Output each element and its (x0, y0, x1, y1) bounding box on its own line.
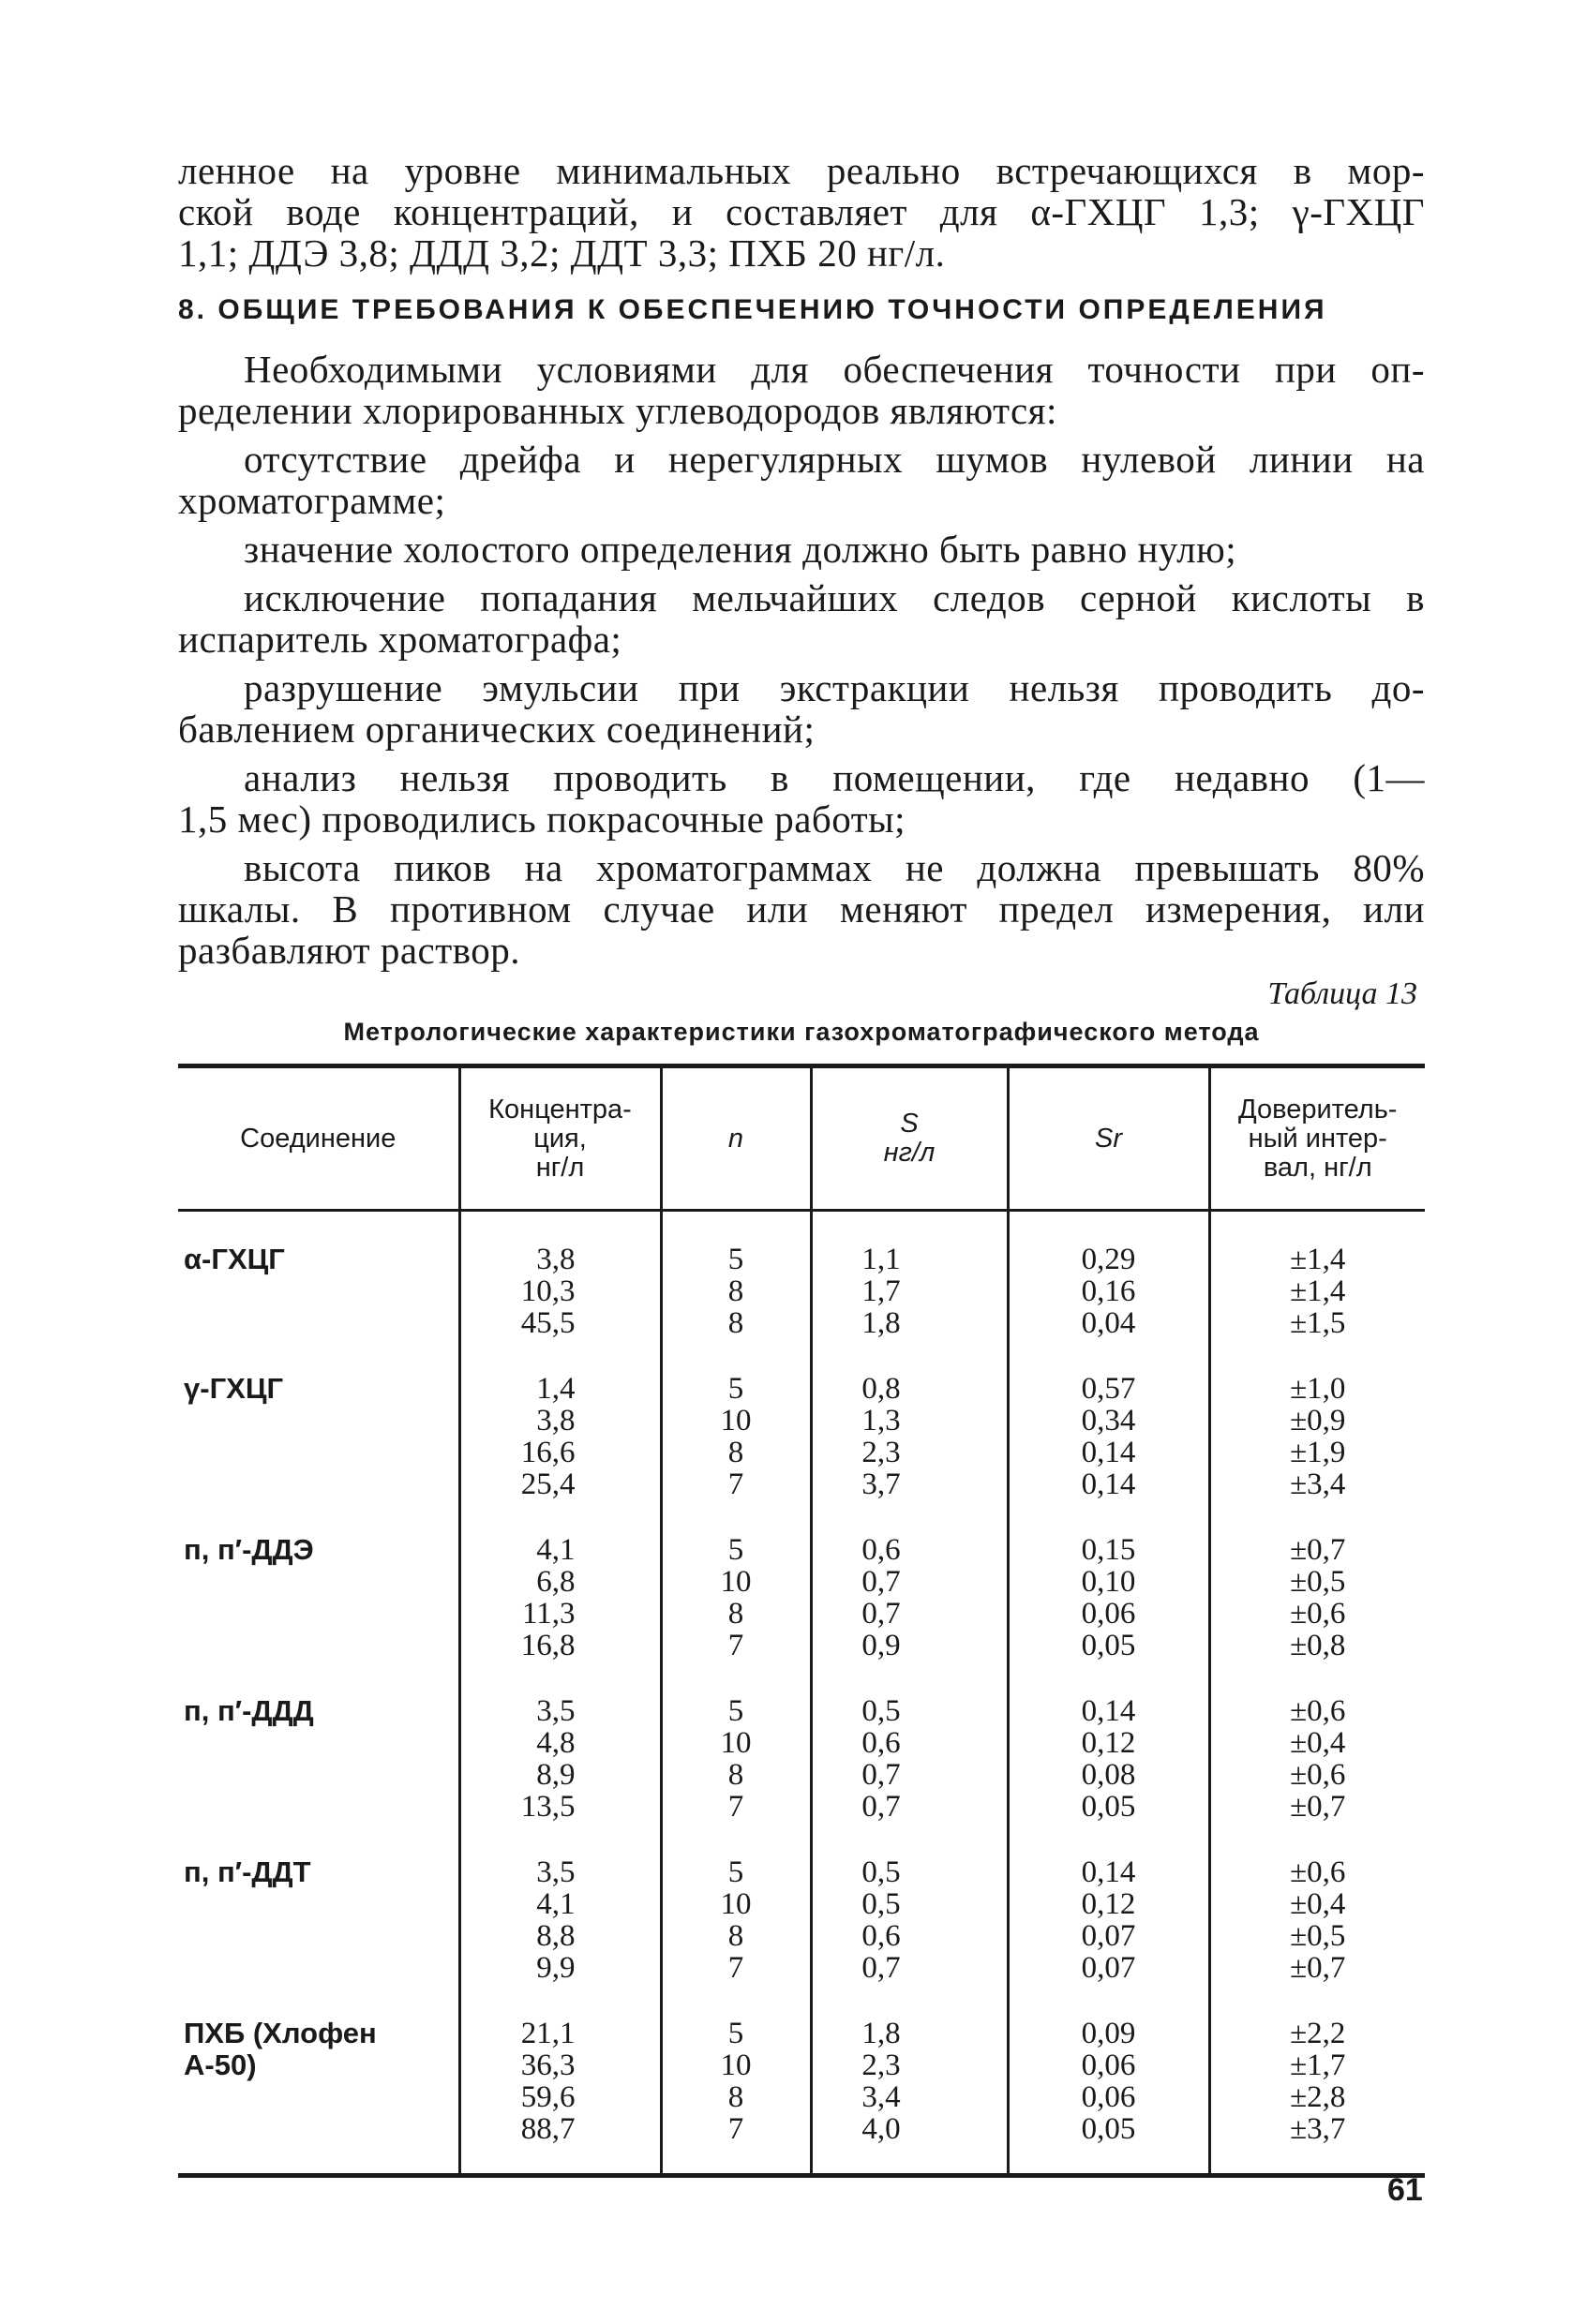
n-cell (661, 1836, 811, 1997)
cell-value: ±3,7 (1290, 2112, 1346, 2146)
text-line: разрушение эмульсии при экстракции нельзя проводить до- (244, 666, 1425, 709)
paragraph-condition-blank (178, 529, 1425, 570)
cell-value: 0,15 (1081, 1533, 1136, 1567)
table-row (178, 1211, 1425, 1353)
cell-value: 10 (720, 1887, 752, 1921)
s-cell (811, 1836, 1008, 1997)
compound-name: α-ГХЦГ (184, 1243, 285, 1275)
cell-value: 10 (720, 2048, 752, 2082)
cell-value: 8 (727, 1597, 744, 1631)
paragraph-condition-acid (178, 577, 1425, 660)
cell-value: 4,0 (861, 2112, 901, 2146)
text-line: разбавляют раствор. (178, 929, 520, 972)
confidence-interval-cell (1209, 1675, 1425, 1836)
confidence-interval-cell (1209, 1836, 1425, 1997)
concentration-cell (459, 1513, 661, 1675)
cell-value: 0,06 (1081, 2048, 1136, 2082)
cell-value: 2,3 (861, 1436, 901, 1469)
cell-value: 5 (727, 1855, 744, 1889)
text-line: отсутствие дрейфа и нерегулярных шумов нулевой линии на (244, 438, 1425, 481)
cell-value: 0,6 (861, 1533, 901, 1567)
cell-value: 7 (727, 1467, 744, 1501)
cell-value: 8,9 (536, 1758, 576, 1792)
cell-value: 0,06 (1081, 2080, 1136, 2114)
table-label: Таблица 13 (1267, 976, 1417, 1011)
cell-value: 59,6 (520, 2080, 576, 2114)
cell-value: ±1,9 (1290, 1436, 1346, 1469)
cell-value: 0,7 (861, 1758, 901, 1792)
compound-name: п, п′-ДДЭ (184, 1533, 314, 1566)
cell-value: ±0,4 (1290, 1887, 1346, 1921)
cell-value: 7 (727, 1790, 744, 1824)
text-line: 1,5 мес) проводились покрасочные работы; (178, 797, 906, 841)
cell-value: 8 (727, 1919, 744, 1953)
table-row (178, 1513, 1425, 1675)
confidence-interval-cell (1209, 1513, 1425, 1675)
metrology-table (178, 1064, 1425, 2178)
cell-value: 0,5 (861, 1694, 901, 1728)
compound-name: п, п′-ДДД (184, 1694, 314, 1727)
cell-value: 0,7 (861, 1951, 901, 1985)
cell-value: 45,5 (520, 1306, 576, 1340)
document-page (178, 150, 1425, 2178)
cell-value: ±0,4 (1290, 1726, 1346, 1760)
text-line: исключение попадания мельчайших следов серной кислоты в (244, 576, 1425, 619)
cell-value: ±0,5 (1290, 1565, 1346, 1599)
cell-value: 0,7 (861, 1790, 901, 1824)
sr-cell (1008, 1836, 1209, 1997)
text-line: шкалы. В противном случае или меняют предел измерения, или (178, 887, 1425, 931)
cell-value: ±1,0 (1290, 1372, 1346, 1406)
cell-value: 0,10 (1081, 1565, 1136, 1599)
cell-value: 8 (727, 1274, 744, 1308)
cell-value: 8 (727, 2080, 744, 2114)
concentration-cell (459, 1836, 661, 1997)
compound-name: п, п′-ДДТ (184, 1855, 311, 1888)
n-cell (661, 1513, 811, 1675)
sr-cell (1008, 1675, 1209, 1836)
cell-value: 0,6 (861, 1726, 901, 1760)
cell-value: ±0,9 (1290, 1404, 1346, 1438)
cell-value: ±3,4 (1290, 1467, 1346, 1501)
table-row (178, 1675, 1425, 1836)
cell-value: ±0,6 (1290, 1597, 1346, 1631)
cell-value: 0,8 (861, 1372, 901, 1406)
cell-value: 4,8 (536, 1726, 576, 1760)
text-line: ленное на уровне минимальных реально встречающихся в мор- (178, 149, 1425, 192)
confidence-interval-cell (1209, 1997, 1425, 2176)
confidence-interval-cell (1209, 1352, 1425, 1513)
cell-value: 4,1 (536, 1887, 576, 1921)
cell-value: ±0,6 (1290, 1855, 1346, 1889)
cell-value: 0,07 (1081, 1919, 1136, 1953)
cell-value: ±0,7 (1290, 1951, 1346, 1985)
cell-value: 21,1 (520, 2017, 576, 2050)
cell-value: 5 (727, 2017, 744, 2050)
concentration-cell (459, 1352, 661, 1513)
cell-value: ±0,6 (1290, 1758, 1346, 1792)
cell-value: ±2,2 (1290, 2017, 1346, 2050)
cell-value: 0,57 (1081, 1372, 1136, 1406)
compound-name: ПХБ (Хлофен А-50) (178, 1997, 459, 2176)
cell-value: 0,5 (861, 1855, 901, 1889)
cell-value: 16,8 (520, 1629, 576, 1662)
cell-value: 1,4 (536, 1372, 576, 1406)
cell-value: 36,3 (520, 2048, 576, 2082)
text-line: значение холостого определения должно быть равно нулю; (244, 528, 1237, 571)
cell-value: 4,1 (536, 1533, 576, 1567)
header-concentration: Концентра- ция, нг/л (459, 1066, 661, 1211)
cell-value: 0,14 (1081, 1467, 1136, 1501)
confidence-interval-cell (1209, 1211, 1425, 1353)
s-cell (811, 1675, 1008, 1836)
cell-value: 0,14 (1081, 1694, 1136, 1728)
cell-value: 1,3 (861, 1404, 901, 1438)
sr-cell (1008, 1211, 1209, 1353)
concentration-cell (459, 1211, 661, 1353)
cell-value: 5 (727, 1533, 744, 1567)
cell-value: ±2,8 (1290, 2080, 1346, 2114)
paragraph-condition-peaks (178, 847, 1425, 971)
text-line: ской воде концентраций, и составляет для α-ГХЦГ 1,3; γ-ГХЦГ (178, 190, 1425, 233)
cell-value: 9,9 (536, 1951, 576, 1985)
text-line: 1,1; ДДЭ 3,8; ДДД 3,2; ДДТ 3,3; ПХБ 20 нг/л. (178, 231, 946, 275)
cell-value: 0,12 (1081, 1726, 1136, 1760)
paragraph-conditions-intro (178, 349, 1425, 431)
intro-paragraph (178, 150, 1425, 274)
cell-value: 0,14 (1081, 1436, 1136, 1469)
cell-value: 10,3 (520, 1274, 576, 1308)
text-line: высота пиков на хроматограммах не должна превышать 80% (244, 846, 1425, 889)
cell-value: 0,07 (1081, 1951, 1136, 1985)
cell-value: 7 (727, 1629, 744, 1662)
cell-value: 0,34 (1081, 1404, 1136, 1438)
cell-value: 1,7 (861, 1274, 901, 1308)
cell-value: 10 (720, 1404, 752, 1438)
cell-value: 8 (727, 1436, 744, 1469)
cell-value: 3,7 (861, 1467, 901, 1501)
cell-value: 0,29 (1081, 1243, 1136, 1276)
cell-value: 1,8 (861, 2017, 901, 2050)
cell-value: ±0,5 (1290, 1919, 1346, 1953)
cell-value: ±1,5 (1290, 1306, 1346, 1340)
cell-value: 10 (720, 1565, 752, 1599)
cell-value: 8 (727, 1758, 744, 1792)
paragraph-condition-emulsion (178, 667, 1425, 750)
cell-value: 25,4 (520, 1467, 576, 1501)
cell-value: 0,6 (861, 1919, 901, 1953)
cell-value: 5 (727, 1372, 744, 1406)
s-cell (811, 1997, 1008, 2176)
cell-value: 8,8 (536, 1919, 576, 1953)
cell-value: 2,3 (861, 2048, 901, 2082)
cell-value: 0,12 (1081, 1887, 1136, 1921)
cell-value: 88,7 (520, 2112, 576, 2146)
cell-value: ±1,4 (1290, 1243, 1346, 1276)
text-line: Необходимыми условиями для обеспечения точности при оп- (244, 348, 1425, 391)
sr-cell (1008, 1352, 1209, 1513)
text-line: бавлением органических соединений; (178, 708, 816, 751)
cell-value: 0,16 (1081, 1274, 1136, 1308)
cell-value: 0,08 (1081, 1758, 1136, 1792)
cell-value: 0,7 (861, 1597, 901, 1631)
cell-value: 1,8 (861, 1306, 901, 1340)
cell-value: 7 (727, 1951, 744, 1985)
cell-value: 0,09 (1081, 2017, 1136, 2050)
section-heading: 8. ОБЩИЕ ТРЕБОВАНИЯ К ОБЕСПЕЧЕНИЮ ТОЧНОСТИ ОПРЕДЕЛЕНИЯ (178, 294, 1327, 325)
cell-value: 3,4 (861, 2080, 901, 2114)
s-cell (811, 1352, 1008, 1513)
cell-value: ±1,4 (1290, 1274, 1346, 1308)
table-row (178, 1997, 1425, 2176)
header-s: S нг/л (811, 1066, 1008, 1211)
cell-value: 3,8 (536, 1243, 576, 1276)
cell-value: 5 (727, 1243, 744, 1276)
sr-cell (1008, 1997, 1209, 2176)
cell-value: ±0,7 (1290, 1533, 1346, 1567)
header-confidence-interval: Доверитель- ный интер- вал, нг/л (1209, 1066, 1425, 1211)
cell-value: 0,05 (1081, 1790, 1136, 1824)
cell-value: 1,1 (861, 1243, 901, 1276)
cell-value: 0,7 (861, 1565, 901, 1599)
cell-value: 8 (727, 1306, 744, 1340)
paragraph-condition-drift (178, 439, 1425, 521)
cell-value: 13,5 (520, 1790, 576, 1824)
page-number: 61 (1387, 2172, 1423, 2208)
header-sr: Sr (1008, 1066, 1209, 1211)
cell-value: 11,3 (521, 1597, 576, 1631)
cell-value: ±0,7 (1290, 1790, 1346, 1824)
text-line: анализ нельзя проводить в помещении, где недавно (1— (244, 756, 1425, 799)
n-cell (661, 1675, 811, 1836)
table-header-row (178, 1066, 1425, 1211)
cell-value: 0,06 (1081, 1597, 1136, 1631)
cell-value: 0,9 (861, 1629, 901, 1662)
concentration-cell (459, 1675, 661, 1836)
cell-value: 0,14 (1081, 1855, 1136, 1889)
table-row (178, 1836, 1425, 1997)
text-line: испаритель хроматографа; (178, 618, 622, 661)
n-cell (661, 1352, 811, 1513)
cell-value: 0,5 (861, 1887, 901, 1921)
cell-value: 3,5 (536, 1694, 576, 1728)
cell-value: 5 (727, 1694, 744, 1728)
cell-value: 3,8 (536, 1404, 576, 1438)
compound-name: γ-ГХЦГ (184, 1372, 284, 1405)
paragraph-condition-room (178, 757, 1425, 840)
cell-value: ±1,7 (1290, 2048, 1346, 2082)
header-compound: Соединение (178, 1066, 459, 1211)
n-cell (661, 1211, 811, 1353)
cell-value: 0,05 (1081, 2112, 1136, 2146)
cell-value: 3,5 (536, 1855, 576, 1889)
table-title: Метрологические характеристики газохроматографического метода (343, 1018, 1260, 1046)
sr-cell (1008, 1513, 1209, 1675)
table-row (178, 1352, 1425, 1513)
cell-value: 6,8 (536, 1565, 576, 1599)
s-cell (811, 1513, 1008, 1675)
cell-value: 0,05 (1081, 1629, 1136, 1662)
cell-value: ±0,6 (1290, 1694, 1346, 1728)
cell-value: 7 (727, 2112, 744, 2146)
text-line: хроматограмме; (178, 479, 446, 522)
concentration-cell (459, 1997, 661, 2176)
cell-value: 0,04 (1081, 1306, 1136, 1340)
cell-value: ±0,8 (1290, 1629, 1346, 1662)
s-cell (811, 1211, 1008, 1353)
n-cell (661, 1997, 811, 2176)
cell-value: 10 (720, 1726, 752, 1760)
text-line: ределении хлорированных углеводородов являются: (178, 389, 1057, 432)
header-n: n (661, 1066, 811, 1211)
cell-value: 16,6 (520, 1436, 576, 1469)
